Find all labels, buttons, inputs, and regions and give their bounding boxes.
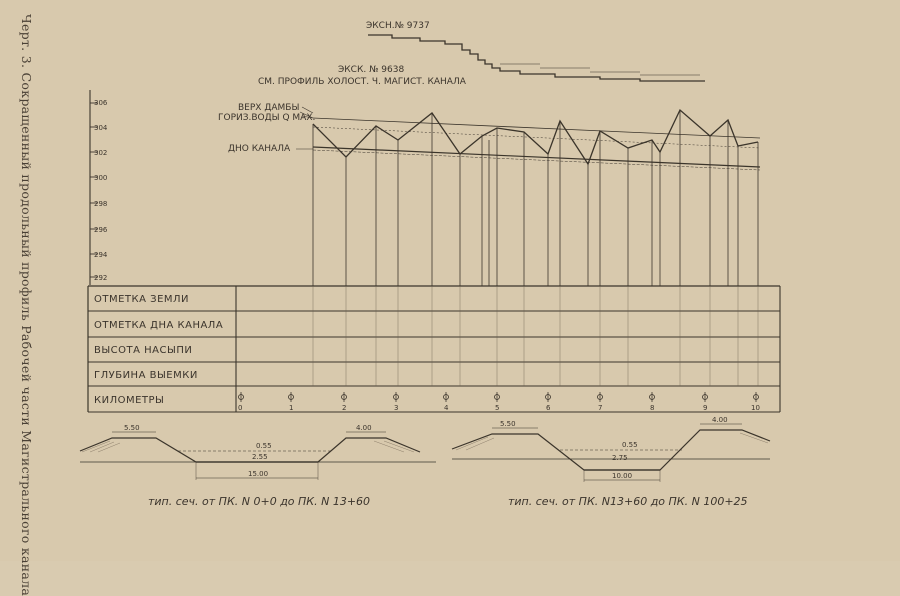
legend-water-level: ГОРИЗ.ВОДЫ Q MAX.: [218, 113, 316, 123]
right-depth: 2.75: [612, 454, 628, 462]
km-label: 9: [703, 404, 708, 412]
km-label: 10: [751, 404, 760, 412]
km-label: 7: [598, 404, 603, 412]
right-bottom-width: 10.00: [612, 472, 633, 480]
left-top-width: 5.50: [124, 424, 140, 432]
km-label: 6: [546, 404, 551, 412]
y-tick-label: 292: [94, 274, 108, 282]
y-tick-label: 300: [94, 174, 108, 182]
km-label: 5: [495, 404, 500, 412]
right-top-width: 5.50: [500, 420, 516, 428]
cross-section-right: [452, 424, 770, 482]
canal-bottom-line: [313, 147, 760, 170]
legend-dam-top: ВЕРХ ДАМБЫ: [238, 103, 300, 113]
left-freeboard: 0.55: [256, 442, 272, 450]
km-markers: [239, 392, 759, 402]
km-labels: [238, 404, 760, 412]
row-label-excavation: ГЛУБИНА ВЫЕМКИ: [94, 370, 198, 381]
profile-reference-label: СМ. ПРОФИЛЬ ХОЛОСТ. Ч. МАГИСТ. КАНАЛА: [258, 77, 466, 87]
y-tick-label: 304: [94, 124, 108, 132]
side-caption: Черт. 3. Сокращенный продольный профиль Рабочей части Магистрального канала: [19, 14, 34, 596]
right-freeboard: 0.55: [622, 441, 638, 449]
y-tick-label: 298: [94, 200, 108, 208]
km-label: 2: [342, 404, 347, 412]
right-berm: 4.00: [712, 416, 728, 424]
top-step-profile: [368, 35, 705, 81]
left-section-caption: тип. сеч. от ПК. N 0+0 до ПК. N 13+60: [148, 495, 371, 508]
row-label-embankment: ВЫСОТА НАСЫПИ: [94, 345, 193, 356]
row-label-ground: ОТМЕТКА ЗЕМЛИ: [94, 294, 190, 305]
y-axis-tick-labels: [94, 99, 108, 282]
dam-top-line: [313, 110, 758, 164]
y-tick-label: 302: [94, 149, 108, 157]
y-tick-label: 306: [94, 99, 108, 107]
km-label: 8: [650, 404, 655, 412]
exp-label-b: ЭКСК. № 9638: [338, 65, 405, 75]
left-depth: 2.55: [252, 453, 268, 461]
km-label: 1: [289, 404, 294, 412]
row-label-km: КИЛОМЕТРЫ: [94, 395, 165, 406]
km-label: 4: [444, 404, 449, 412]
left-section-dims: [124, 424, 372, 478]
left-berm: 4.00: [356, 424, 372, 432]
km-label: 0: [238, 404, 243, 412]
y-tick-label: 296: [94, 226, 108, 234]
left-bottom-width: 15.00: [248, 470, 269, 478]
km-label: 3: [394, 404, 399, 412]
legend-canal-bottom: ДНО КАНАЛА: [228, 144, 291, 154]
row-label-canal-bottom: ОТМЕТКА ДНА КАНАЛА: [94, 320, 224, 331]
y-tick-label: 294: [94, 251, 108, 259]
right-section-caption: тип. сеч. от ПК. N13+60 до ПК. N 100+25: [508, 495, 748, 508]
ordinate-lines: [313, 110, 758, 286]
exp-label-a: ЭКСН.№ 9737: [366, 21, 430, 31]
